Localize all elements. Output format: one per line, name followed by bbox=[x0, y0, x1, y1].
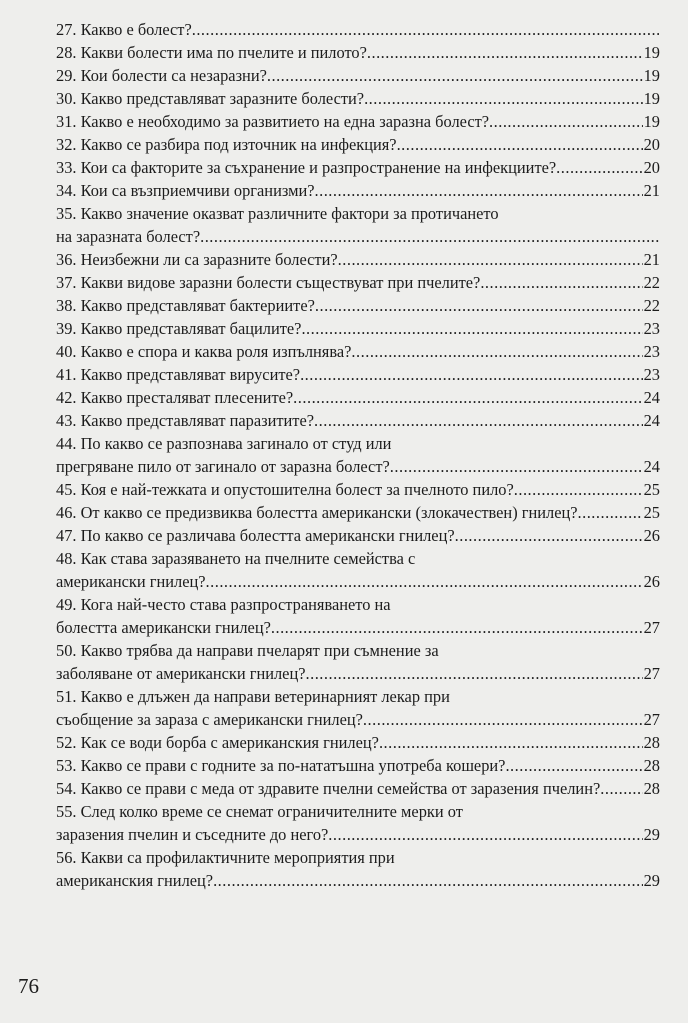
toc-page-number: 24 bbox=[643, 388, 660, 407]
toc-entry-last-line bbox=[56, 869, 660, 892]
dot-leader bbox=[206, 570, 643, 593]
toc-entry-title: 30. Какво представляват заразните болести? bbox=[56, 89, 365, 108]
dot-leader bbox=[315, 179, 643, 202]
toc-entry-title-continued: заразения пчелин и съседните до него? bbox=[56, 825, 329, 844]
toc-entry-title-continued: американски гнилец? bbox=[56, 572, 206, 591]
dot-leader bbox=[390, 455, 643, 478]
toc-entry bbox=[56, 846, 660, 892]
toc-entry bbox=[56, 524, 660, 547]
toc-entry-last-line bbox=[56, 294, 660, 317]
toc-entry-title: 37. Какви видове заразни болести съществуват при пчелите? bbox=[56, 273, 481, 292]
toc-page-number: 28 bbox=[643, 733, 660, 752]
toc-entry-title: 49. Кога най-често става разпространяването на bbox=[56, 595, 391, 614]
toc-entry-title: 29. Кои болести са незаразни? bbox=[56, 66, 267, 85]
toc-entry-title-continued: американския гнилец? bbox=[56, 871, 214, 890]
toc-entry bbox=[56, 593, 660, 639]
toc-entry-last-line bbox=[56, 777, 660, 800]
toc-page-number: 24 bbox=[643, 457, 660, 476]
toc-entry bbox=[56, 432, 660, 478]
dot-leader bbox=[300, 363, 643, 386]
toc-entry bbox=[56, 501, 660, 524]
toc-page-number: 21 bbox=[643, 250, 660, 269]
toc-page-number: 19 bbox=[643, 43, 660, 62]
toc-entry-last-line bbox=[56, 524, 660, 547]
toc-entry-title: 28. Какви болести има по пчелите и пилото? bbox=[56, 43, 367, 62]
toc-entry-title: 50. Какво трябва да направи пчеларят при съмнение за bbox=[56, 641, 439, 660]
toc-entry-title-continued: прегряване пило от загинало от заразна болест? bbox=[56, 457, 390, 476]
toc-entry bbox=[56, 271, 660, 294]
toc-entry-last-line bbox=[56, 225, 660, 248]
toc-entry-title: 31. Какво е необходимо за развитието на една заразна болест? bbox=[56, 112, 490, 131]
dot-leader bbox=[556, 156, 642, 179]
toc-entry bbox=[56, 248, 660, 271]
toc-entry-title: 32. Какво се разбира под източник на инфекция? bbox=[56, 135, 397, 154]
toc-entry-title: 56. Какви са профилактичните мероприятия при bbox=[56, 848, 395, 867]
toc-entry-last-line bbox=[56, 363, 660, 386]
toc-page-number: 25 bbox=[643, 480, 660, 499]
dot-leader bbox=[367, 41, 643, 64]
toc-entry-title: 42. Какво престаляват плесените? bbox=[56, 388, 294, 407]
toc-entry bbox=[56, 685, 660, 731]
toc-entry-title: 41. Какво представляват вирусите? bbox=[56, 365, 301, 384]
toc-entry-title-continued: съобщение за зараза с американски гнилец? bbox=[56, 710, 363, 729]
toc-page-number: 27 bbox=[643, 618, 660, 637]
toc-entry bbox=[56, 202, 660, 248]
toc-page-number: 28 bbox=[643, 756, 660, 775]
toc-entry-title: 54. Какво се прави с меда от здравите пчелни семейства от заразения пчелин? bbox=[56, 779, 601, 798]
dot-leader bbox=[301, 317, 642, 340]
toc-entry-title: 27. Какво е болест? bbox=[56, 20, 192, 39]
toc-entry bbox=[56, 18, 660, 41]
toc-page-number: 29 bbox=[643, 871, 660, 890]
toc-entry-title: 43. Какво представляват паразитите? bbox=[56, 411, 315, 430]
dot-leader bbox=[397, 133, 643, 156]
dot-leader bbox=[213, 869, 643, 892]
toc-entry-last-line bbox=[56, 64, 660, 87]
dot-leader bbox=[480, 271, 642, 294]
toc-entry bbox=[56, 777, 660, 800]
toc-page-number: 28 bbox=[643, 779, 660, 798]
toc-page-number: 20 bbox=[643, 135, 660, 154]
toc-entry bbox=[56, 363, 660, 386]
dot-leader bbox=[363, 708, 643, 731]
toc-entry-line bbox=[56, 685, 660, 708]
toc-entry-last-line bbox=[56, 110, 660, 133]
toc-entry-last-line bbox=[56, 662, 660, 685]
toc-entry bbox=[56, 639, 660, 685]
toc-entry-line bbox=[56, 846, 660, 869]
dot-leader bbox=[314, 409, 643, 432]
toc-entry bbox=[56, 386, 660, 409]
toc-entry-title-continued: заболяване от американски гнилец? bbox=[56, 664, 306, 683]
toc-entry bbox=[56, 294, 660, 317]
page-number: 76 bbox=[18, 974, 39, 998]
toc-entry-title-continued: болестта американски гнилец? bbox=[56, 618, 271, 637]
dot-leader bbox=[338, 248, 643, 271]
toc-entry bbox=[56, 547, 660, 593]
toc-entry-title: 55. След колко време се снемат ограничителните мерки от bbox=[56, 802, 463, 821]
dot-leader bbox=[192, 18, 659, 41]
toc-entry bbox=[56, 133, 660, 156]
toc-page-number: 19 bbox=[643, 112, 660, 131]
toc-entry-last-line bbox=[56, 386, 660, 409]
toc-entry bbox=[56, 731, 660, 754]
toc-page-number: 22 bbox=[643, 273, 660, 292]
toc-entry-title: 38. Какво представляват бактериите? bbox=[56, 296, 315, 315]
toc-entry-line bbox=[56, 202, 660, 225]
dot-leader bbox=[306, 662, 643, 685]
toc-entry-line bbox=[56, 547, 660, 570]
dot-leader bbox=[379, 731, 643, 754]
toc-page-number: 23 bbox=[643, 319, 660, 338]
toc-entry-last-line bbox=[56, 731, 660, 754]
dot-leader bbox=[293, 386, 642, 409]
toc-entry-line bbox=[56, 639, 660, 662]
dot-leader bbox=[514, 478, 643, 501]
dot-leader bbox=[364, 87, 643, 110]
toc-entry-last-line bbox=[56, 754, 660, 777]
toc-entry-last-line bbox=[56, 570, 660, 593]
toc-entry-title: 36. Неизбежни ли са заразните болести? bbox=[56, 250, 338, 269]
toc-page-number: 22 bbox=[643, 296, 660, 315]
toc-page-number: 25 bbox=[643, 503, 660, 522]
toc-entry-title: 45. Коя е най-тежката и опустошителна болест за пчелното пило? bbox=[56, 480, 514, 499]
toc-entry-title: 44. По какво се разпознава загинало от студ или bbox=[56, 434, 392, 453]
toc-page-number: 29 bbox=[643, 825, 660, 844]
toc-entry-last-line bbox=[56, 179, 660, 202]
toc-entry bbox=[56, 64, 660, 87]
dot-leader bbox=[578, 501, 643, 524]
toc-entry-title: 33. Кои са факторите за съхранение и разпространение на инфекциите? bbox=[56, 158, 557, 177]
toc-entry-title: 34. Кои са възприемчиви организми? bbox=[56, 181, 315, 200]
toc-entry-last-line bbox=[56, 478, 660, 501]
toc-page-number: 27 bbox=[643, 664, 660, 683]
toc-entry-last-line bbox=[56, 156, 660, 179]
toc-page-number: 23 bbox=[643, 365, 660, 384]
toc-entry-last-line bbox=[56, 501, 660, 524]
toc-entry-last-line bbox=[56, 409, 660, 432]
toc-page-number: 24 bbox=[643, 411, 660, 430]
toc-entry-last-line bbox=[56, 133, 660, 156]
dot-leader bbox=[271, 616, 643, 639]
toc-entry-line bbox=[56, 432, 660, 455]
toc-entry bbox=[56, 478, 660, 501]
toc-entry bbox=[56, 87, 660, 110]
toc-entry bbox=[56, 800, 660, 846]
toc-entry bbox=[56, 41, 660, 64]
toc-entry-last-line bbox=[56, 708, 660, 731]
toc-entry-last-line bbox=[56, 455, 660, 478]
toc-entry-title: 39. Какво представляват бацилите? bbox=[56, 319, 302, 338]
table-of-contents bbox=[56, 18, 660, 892]
toc-entry bbox=[56, 754, 660, 777]
toc-entry-last-line bbox=[56, 18, 660, 41]
dot-leader bbox=[489, 110, 643, 133]
toc-entry-title: 47. По какво се различава болестта американски гнилец? bbox=[56, 526, 455, 545]
dot-leader bbox=[455, 524, 643, 547]
dot-leader bbox=[351, 340, 642, 363]
toc-entry bbox=[56, 156, 660, 179]
toc-entry-title: 35. Какво значение оказват различните фактори за протичането bbox=[56, 204, 499, 223]
toc-entry-line bbox=[56, 800, 660, 823]
toc-entry-title: 52. Как се води борба с американския гнилец? bbox=[56, 733, 379, 752]
dot-leader bbox=[600, 777, 642, 800]
toc-entry-last-line bbox=[56, 248, 660, 271]
dot-leader bbox=[200, 225, 659, 248]
toc-entry bbox=[56, 179, 660, 202]
dot-leader bbox=[328, 823, 642, 846]
toc-page-number: 20 bbox=[643, 158, 660, 177]
dot-leader bbox=[505, 754, 642, 777]
toc-entry-last-line bbox=[56, 616, 660, 639]
toc-entry-title: 51. Какво е длъжен да направи ветеринарният лекар при bbox=[56, 687, 450, 706]
toc-entry-title: 46. От какво се предизвиква болестта американски (злокачествен) гнилец? bbox=[56, 503, 578, 522]
toc-entry-title: 48. Как става заразяването на пчелните семейства с bbox=[56, 549, 416, 568]
toc-entry-title: 53. Какво се прави с годните за по-нататъшна употреба кошери? bbox=[56, 756, 506, 775]
toc-page-number: 19 bbox=[643, 89, 660, 108]
toc-page-number: 27 bbox=[643, 710, 660, 729]
toc-entry bbox=[56, 110, 660, 133]
toc-entry bbox=[56, 409, 660, 432]
toc-entry bbox=[56, 317, 660, 340]
toc-entry-last-line bbox=[56, 271, 660, 294]
toc-entry bbox=[56, 340, 660, 363]
dot-leader bbox=[315, 294, 643, 317]
toc-entry-last-line bbox=[56, 317, 660, 340]
toc-entry-title: 40. Какво е спора и каква роля изпълнява? bbox=[56, 342, 352, 361]
toc-page-number: 21 bbox=[643, 181, 660, 200]
toc-entry-title-continued: на заразната болест? bbox=[56, 227, 201, 246]
dot-leader bbox=[267, 64, 643, 87]
toc-page-number: 26 bbox=[643, 526, 660, 545]
toc-entry-last-line bbox=[56, 823, 660, 846]
toc-page-number: 19 bbox=[643, 66, 660, 85]
toc-entry-line bbox=[56, 593, 660, 616]
toc-entry-last-line bbox=[56, 340, 660, 363]
toc-page-number: 23 bbox=[643, 342, 660, 361]
toc-entry-last-line bbox=[56, 41, 660, 64]
toc-page-number: 26 bbox=[643, 572, 660, 591]
toc-entry-last-line bbox=[56, 87, 660, 110]
